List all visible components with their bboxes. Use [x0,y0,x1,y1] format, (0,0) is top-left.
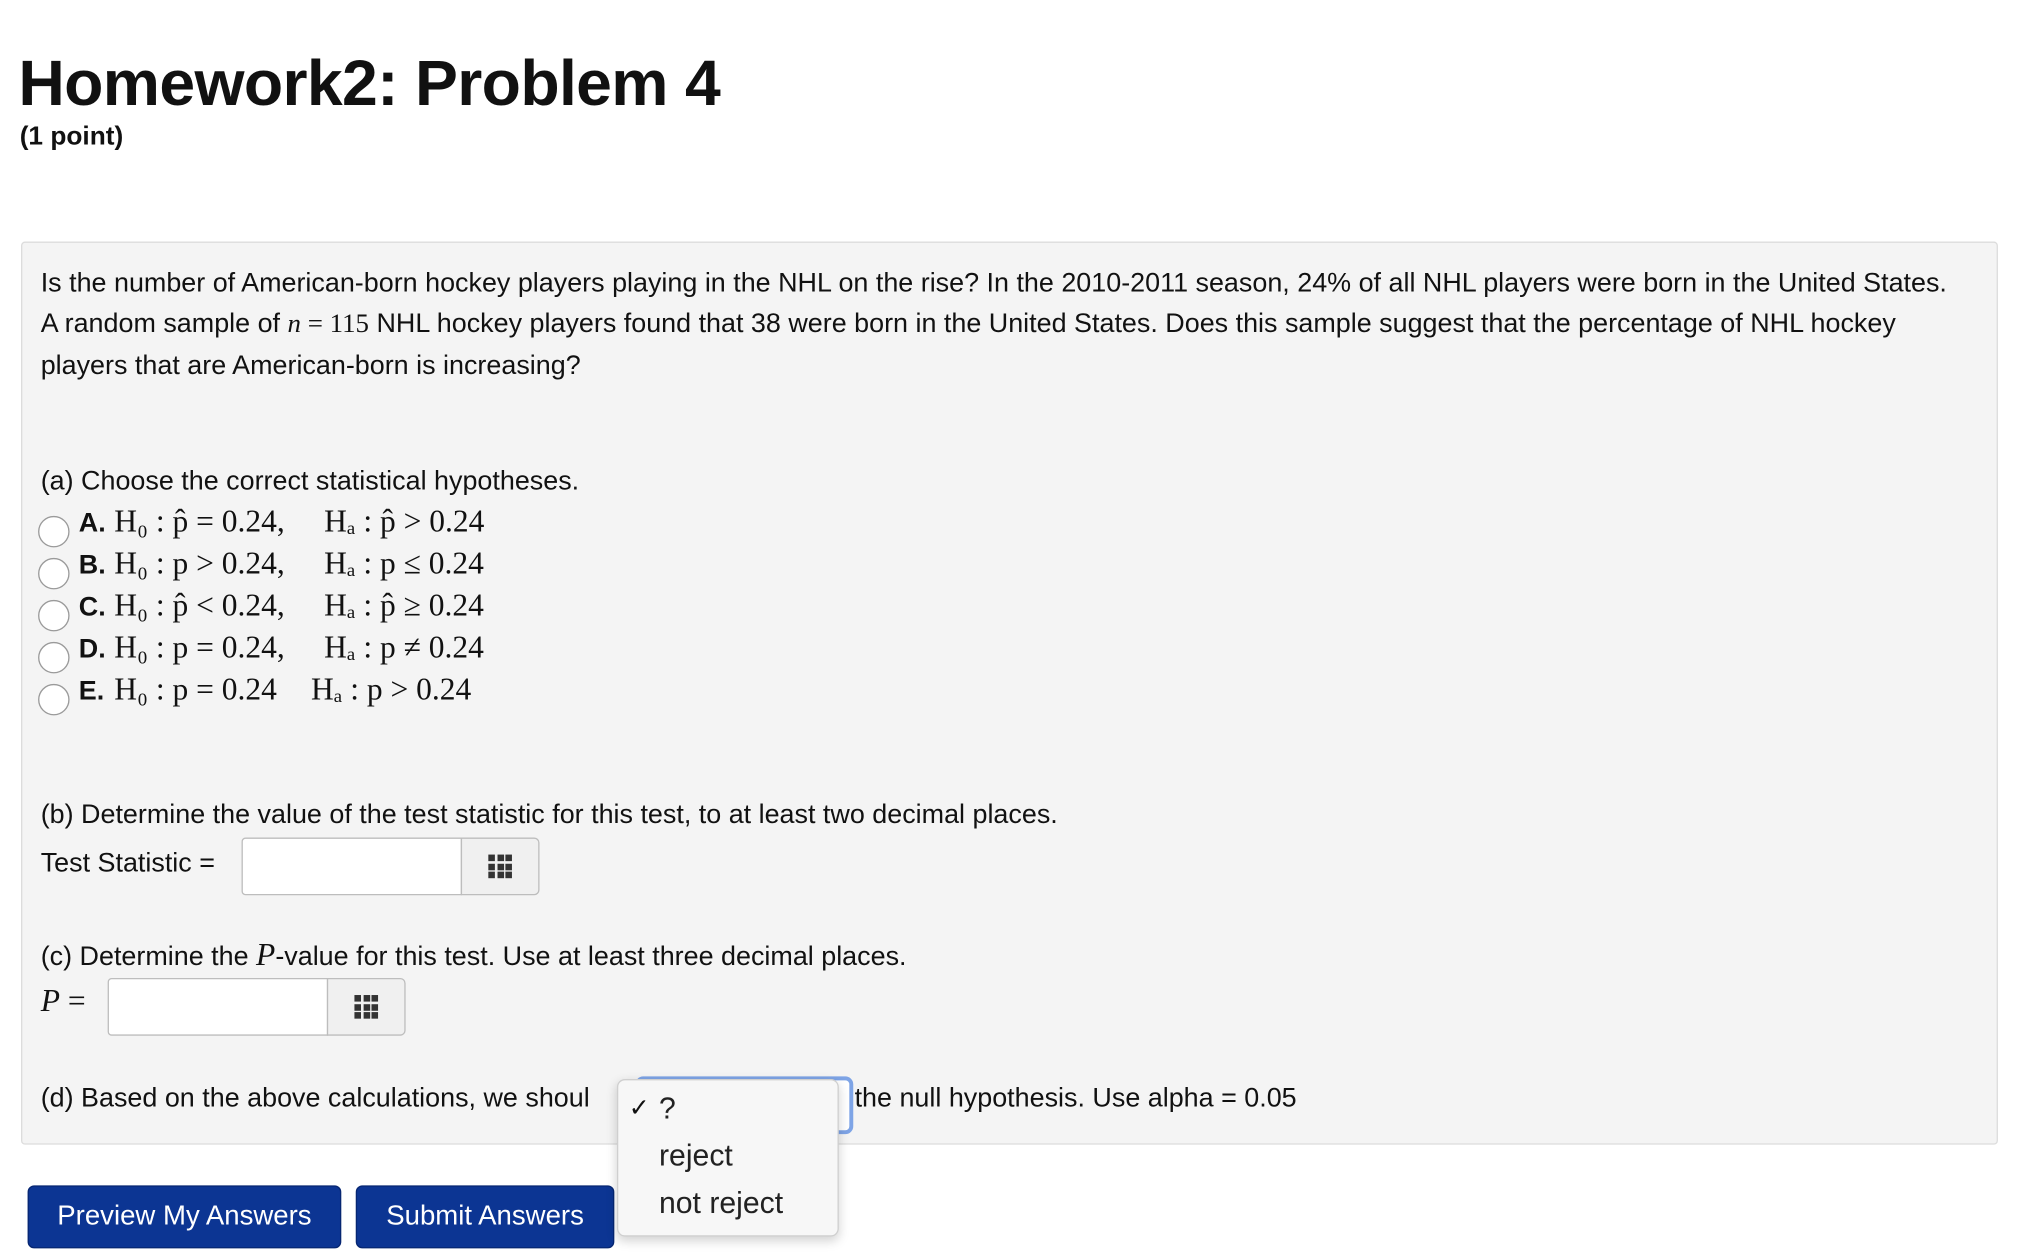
option-a-letter: A. [78,508,106,539]
part-b-question: (b) Determine the value of the test statistic for this test, to at least two decimal places. [40,799,1058,830]
option-d-h0: H₀ : p = 0.24, [114,631,285,666]
sample-size-value: = 115 [300,309,369,339]
option-c-ha: Hₐ : p̂ ≥ 0.24 [324,589,484,624]
p-value-variable: P [40,984,60,1019]
option-c-letter: C. [78,592,106,623]
grid-icon [488,855,512,879]
part-c-question-suffix: -value for this test. Use at least three decimal places. [275,941,907,972]
intro-line-2-prefix: A random sample of [40,308,281,339]
option-a-ha: Hₐ : p̂ > 0.24 [324,505,485,540]
dropdown-option-reject[interactable]: reject [658,1138,733,1173]
option-b-h0: H₀ : p > 0.24, [114,547,285,582]
dropdown-option-not-reject[interactable]: not reject [658,1185,784,1220]
option-d-ha: Hₐ : p ≠ 0.24 [324,631,484,666]
option-e-h0: H₀ : p = 0.24 [114,673,277,708]
p-value-label [41,985,86,1020]
intro-line-2 [41,303,1984,386]
submit-answers-button[interactable]: Submit Answers [356,1185,615,1248]
option-b-radio[interactable] [38,558,70,590]
p-value-input[interactable] [108,978,329,1036]
sample-size-variable: n [287,309,301,339]
option-a-hypotheses [114,505,484,540]
option-b-letter: B. [78,550,106,581]
option-c-radio[interactable] [38,600,70,632]
problem-card [21,242,1998,1145]
option-e-radio[interactable] [38,684,70,716]
decision-dropdown-menu [617,1079,839,1237]
option-c-hypotheses [114,589,484,624]
page-title: Homework2: Problem 4 [18,48,721,120]
option-d-letter: D. [78,634,106,665]
part-c-question-prefix: (c) Determine the [40,941,257,972]
test-statistic-input[interactable] [242,838,463,896]
option-d-radio[interactable] [38,642,70,674]
dropdown-option-placeholder-label: ? [658,1090,676,1125]
part-c-question [41,939,907,974]
p-value-equation-button[interactable] [327,978,406,1036]
option-a-radio[interactable] [38,516,70,548]
preview-answers-button[interactable]: Preview My Answers [28,1185,342,1248]
grid-icon [354,995,378,1019]
part-c-p-variable: P [256,938,276,973]
p-value-equals: = [59,984,86,1019]
option-b-hypotheses [114,547,484,582]
part-d-suffix: the null hypothesis. Use alpha = 0.05 [854,1082,1297,1114]
test-statistic-equation-button[interactable] [461,838,540,896]
option-e-hypotheses [114,673,471,708]
intro-line-2-suffix: NHL hockey players found that 38 were born in the United States. Does this sample suggest that the percentage of NHL hockey players that are American-born is increasing? [40,308,1896,381]
problem-intro [41,263,1984,386]
intro-line-1: Is the number of American-born hockey players playing in the NHL on the rise? In the 2010-2011 season, 24% of all NHL players were born in the United States. [40,267,1947,298]
option-e-ha: Hₐ : p > 0.24 [310,673,472,708]
test-statistic-label: Test Statistic = [40,848,215,879]
option-b-ha: Hₐ : p ≤ 0.24 [324,547,484,582]
part-d-prefix: (d) Based on the above calculations, we shoul [40,1082,590,1114]
option-e-letter: E. [78,676,105,707]
points-label: (1 point) [19,122,124,151]
option-c-h0: H₀ : p̂ < 0.24, [114,589,285,624]
option-a-h0: H₀ : p̂ = 0.24, [114,505,285,540]
part-a-question: (a) Choose the correct statistical hypotheses. [40,466,580,497]
option-d-hypotheses [114,631,484,666]
checkmark-icon: ✓ [628,1094,650,1123]
